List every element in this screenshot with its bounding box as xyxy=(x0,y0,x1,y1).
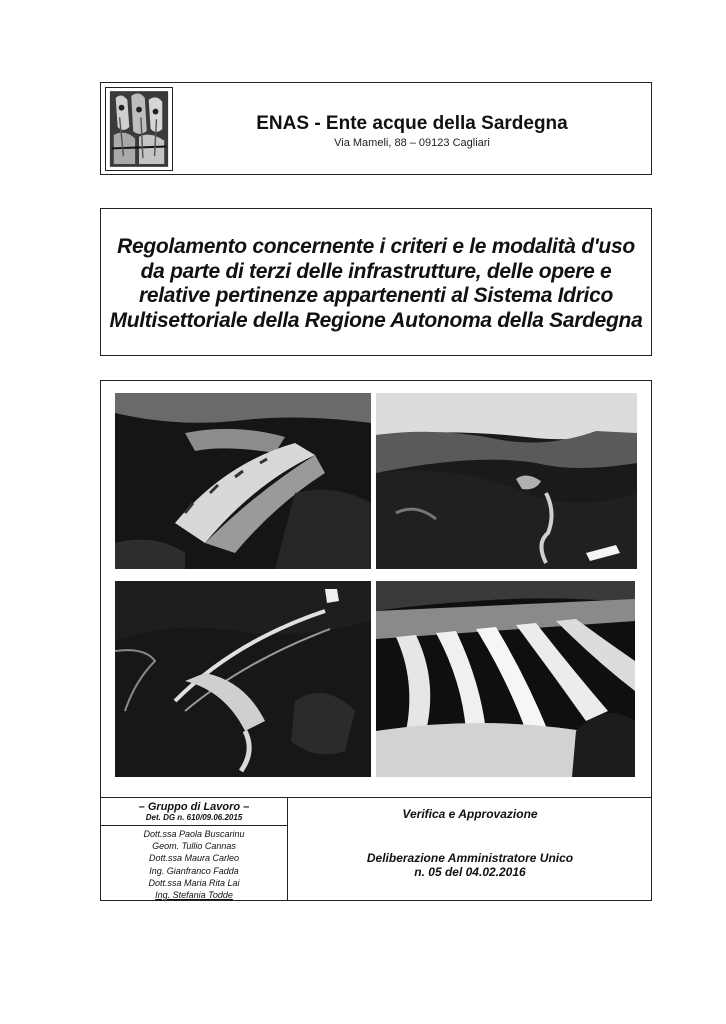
table-row-divider xyxy=(101,825,287,826)
dam-photo-icon xyxy=(115,393,371,569)
approval-number-date: n. 05 del 04.02.2016 xyxy=(414,865,526,879)
organization-name: ENAS - Ente acque della Sardegna xyxy=(256,113,568,134)
member-name: Dott.ssa Paola Buscarinu xyxy=(143,829,245,839)
work-group-determination: Det. DG n. 610/09.06.2015 xyxy=(145,813,243,822)
sculpture-logo-icon xyxy=(105,87,173,171)
reservoir-valley-photo-icon xyxy=(376,393,637,569)
spillway-photo-icon xyxy=(376,581,635,777)
member-name: Ing. Stefania Todde xyxy=(155,890,233,901)
verification-title: Verifica e Approvazione xyxy=(402,807,538,821)
document-title: Regolamento concernente i criteri e le modalità d'uso da parte di terzi delle infrastrutture, delle opere e relative pertinenze appartenenti al Sistema Idrico Multisettoriale della Regione Autonoma della Sardegna xyxy=(109,235,643,332)
member-name: Geom. Tullio Cannas xyxy=(152,841,236,852)
approval-deliberation: Deliberazione Amministratore Unico xyxy=(366,851,574,865)
photo-grid xyxy=(100,380,652,798)
member-name: Dott.ssa Maura Carleo xyxy=(148,853,240,864)
work-group-title: – Gruppo di Lavoro – xyxy=(138,801,250,813)
organization-address: Via Mameli, 88 – 09123 Cagliari xyxy=(334,137,490,149)
info-table xyxy=(100,797,652,901)
member-name: Dott.ssa Maria Rita Lai xyxy=(148,877,240,888)
table-column-divider xyxy=(287,798,288,900)
dam-aerial-photo-icon xyxy=(115,581,371,777)
member-name: Ing. Gianfranco Fadda xyxy=(149,865,239,876)
work-group-members xyxy=(101,828,287,901)
header-box xyxy=(100,82,652,175)
title-box xyxy=(100,208,652,356)
